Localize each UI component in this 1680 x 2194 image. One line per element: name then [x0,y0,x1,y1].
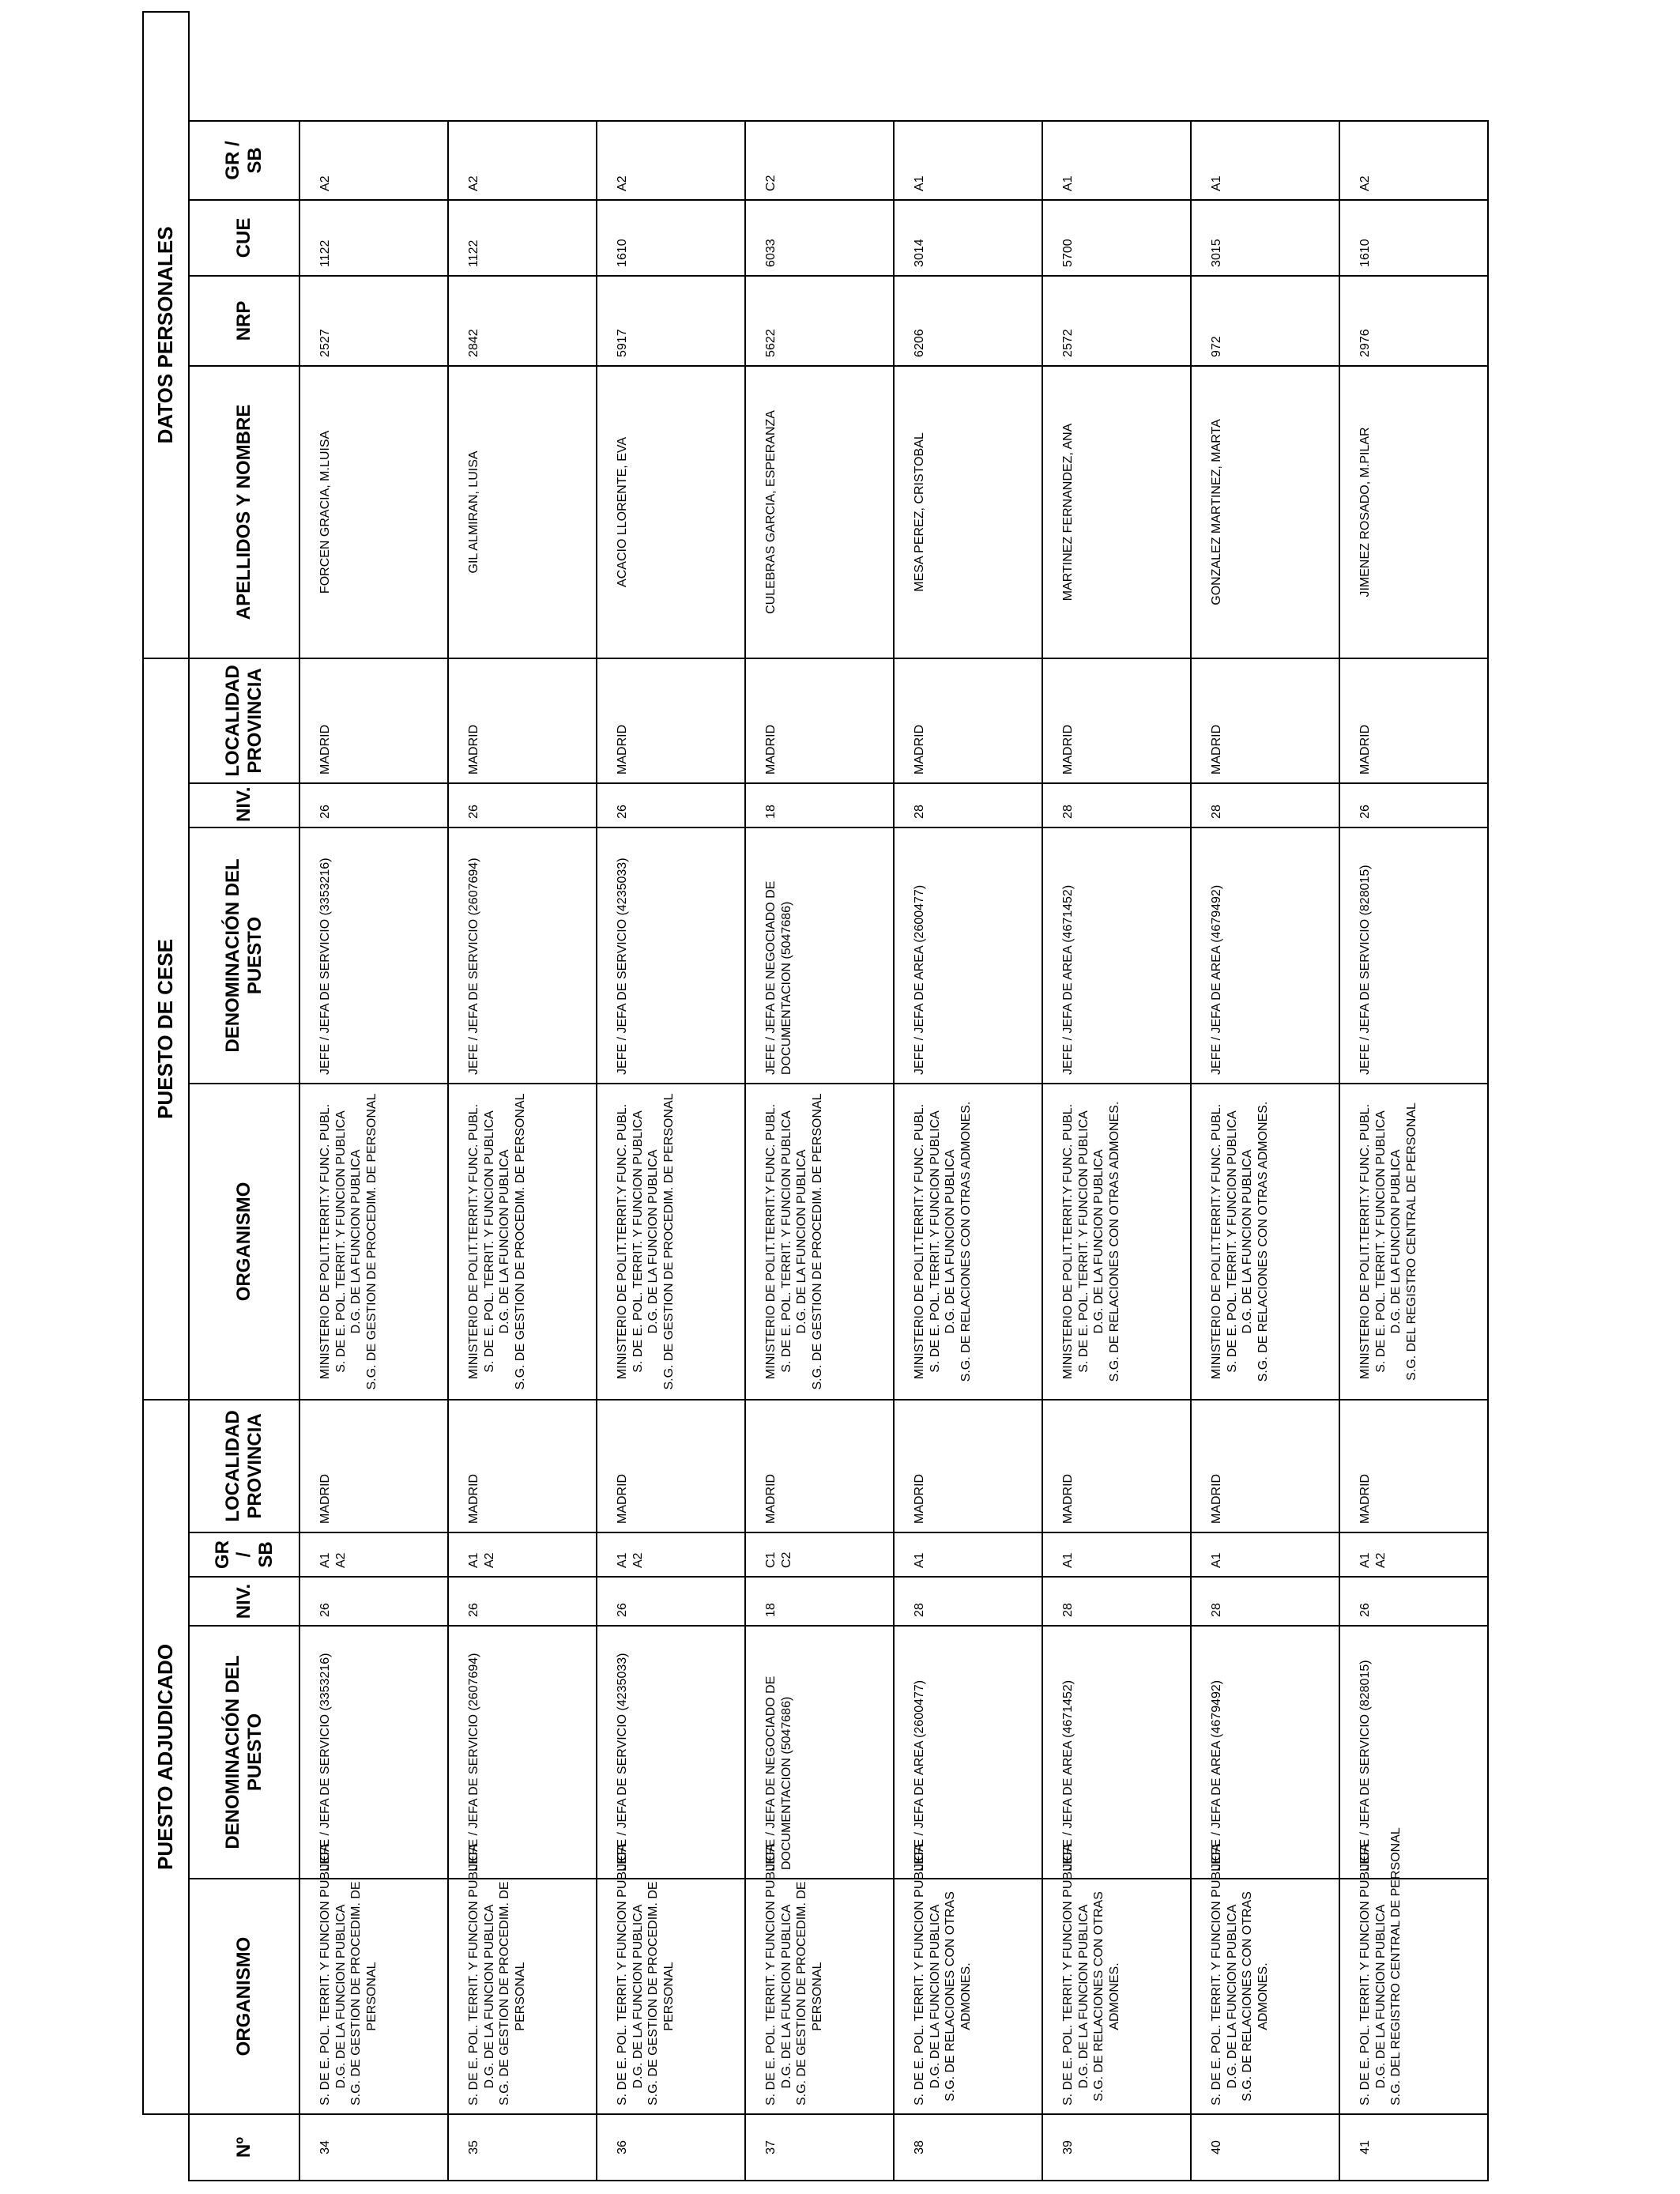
adj-grsb-cell: A1 A2 [1339,1532,1488,1577]
adj-localidad-cell: MADRID [1042,1400,1191,1532]
apellidos-cell: FORCEN GRACIA, M.LUISA [299,366,448,658]
cese-localidad-cell: MADRID [1339,658,1488,783]
cese-organismo-cell [597,1084,745,1400]
cese-localidad-cell: MADRID [299,658,448,783]
nrp-cell: 2842 [448,276,597,366]
nrp-cell: 2527 [299,276,448,366]
adj-organismo-cell [1191,1843,1339,2114]
adj-localidad-cell: MADRID [745,1400,894,1532]
cue-cell: 5700 [1042,200,1191,276]
cue-cell: 3014 [894,200,1042,276]
cese-niv-cell: 28 [1191,783,1339,827]
adj-grsb-cell: A1 A2 [597,1532,745,1577]
adj-denominacion-cell: JEFE / JEFA DE AREA (4671452) [1042,1626,1191,1879]
col-header-denominacion-cese: DENOMINACIÓN DEL PUESTO [189,827,299,1084]
adj-grsb-cell: A1 [894,1532,1042,1577]
cese-organismo-cell [1339,1084,1488,1400]
apellidos-cell: GIL ALMIRAN, LUISA [448,366,597,658]
table-row [299,12,448,2181]
table-row [1042,12,1191,2181]
cese-organismo-cell [299,1084,448,1400]
col-header-cue: CUE [189,200,299,276]
row-number: 39 [1042,2114,1191,2181]
row-number: 36 [597,2114,745,2181]
adj-organismo-cell [299,1843,448,2114]
organismo-line: S. DE E. POL. TERRIT. Y FUNCION PUBLICA [764,1843,778,2105]
organismo-line: D.G. DE LA FUNCION PUBLICA [1389,1149,1403,1334]
personal-grsb-cell: A2 [448,121,597,200]
cese-niv-cell: 26 [448,783,597,827]
adj-organismo-cell [1042,1843,1191,2114]
organismo-line: MINISTERIO DE POLIT.TERRIT.Y FUNC. PUBL. [1210,1103,1223,1380]
col-header-localidad-cese: LOCALIDAD PROVINCIA [189,658,299,783]
personal-grsb-cell: A1 [1191,121,1339,200]
nrp-cell: 5622 [745,276,894,366]
adj-grsb-cell: A1 A2 [448,1532,597,1577]
organismo-line: D.G. DE LA FUNCION PUBLICA [1092,1149,1106,1334]
cese-denominacion-cell: JEFE / JEFA DE AREA (4671452) [1042,827,1191,1084]
organismo-line: MINISTERIO DE POLIT.TERRIT.Y FUNC. PUBL. [1358,1103,1372,1380]
adj-organismo-cell [597,1843,745,2114]
organismo-line: MINISTERIO DE POLIT.TERRIT.Y FUNC. PUBL. [1061,1103,1075,1380]
cese-denominacion-cell: JEFE / JEFA DE NEGOCIADO DE DOCUMENTACION (5047686) [745,827,894,1084]
apellidos-cell: CULEBRAS GARCIA, ESPERANZA [745,366,894,658]
organismo-line: S.G. DE RELACIONES CON OTRAS ADMONES. [959,1101,973,1382]
row-number: 41 [1339,2114,1488,2181]
adj-organismo-cell [894,1843,1042,2114]
adj-localidad-cell: MADRID [1339,1400,1488,1532]
col-header-localidad: LOCALIDAD PROVINCIA [189,1400,299,1532]
adj-denominacion-cell: JEFE / JEFA DE AREA (4679492) [1191,1626,1339,1879]
cese-organismo-cell [1191,1084,1339,1400]
adj-denominacion-cell: JEFE / JEFA DE SERVICIO (828015) [1339,1626,1488,1879]
row-number: 35 [448,2114,597,2181]
adj-localidad-cell: MADRID [1191,1400,1339,1532]
organismo-line: PERSONAL [513,1962,527,2031]
nrp-cell: 5917 [597,276,745,366]
organismo-line: S.G. DE RELACIONES CON OTRAS [1092,1891,1106,2102]
cue-cell: 1122 [448,200,597,276]
adj-niv-cell: 26 [448,1577,597,1626]
organismo-line: D.G. DE LA FUNCION PUBLICA [646,1149,661,1334]
apellidos-cell: MARTINEZ FERNANDEZ, ANA [1042,366,1191,658]
cese-localidad-cell: MADRID [1191,658,1339,783]
organismo-line: D.G. DE LA FUNCION PUBLICA [498,1149,512,1334]
adj-niv-cell: 26 [1339,1577,1488,1626]
cue-cell: 1610 [1339,200,1488,276]
organismo-line: MINISTERIO DE POLIT.TERRIT.Y FUNC. PUBL. [467,1103,480,1380]
adj-grsb-cell: A1 [1191,1532,1339,1577]
personal-grsb-cell: A2 [1339,121,1488,200]
organismo-line: S.G. DE GESTION DE PROCEDIM. DE [498,1881,512,2105]
personal-grsb-cell: A2 [597,121,745,200]
organismo-line: S.G. DE GESTION DE PROCEDIM. DE [349,1881,363,2105]
organismo-line: S. DE E. POL. TERRIT. Y FUNCION PUBLICA [913,1843,926,2105]
cese-niv-cell: 26 [299,783,448,827]
col-header-grsb: GR / SB [189,1532,299,1577]
organismo-line: S.G. DE GESTION DE PROCEDIM. DE PERSONAL [364,1093,379,1390]
table-row [1339,12,1488,2181]
adj-denominacion-cell: JEFE / JEFA DE SERVICIO (3353216) [299,1626,448,1879]
adj-niv-cell: 28 [1191,1577,1339,1626]
organismo-line: S.G. DE GESTION DE PROCEDIM. DE PERSONAL [661,1093,676,1390]
personal-grsb-cell: A2 [299,121,448,200]
adj-localidad-cell: MADRID [894,1400,1042,1532]
adj-grsb-cell: A1 A2 [299,1532,448,1577]
organismo-line: S. DE E. POL. TERRIT. Y FUNCION PUBLICA [482,1110,496,1373]
organismo-line: S. DE E. POL. TERRIT. Y FUNCION PUBLICA [1373,1110,1388,1373]
organismo-line: S. DE E. POL. TERRIT. Y FUNCION PUBLICA [616,1843,629,2105]
cese-denominacion-cell: JEFE / JEFA DE SERVICIO (3353216) [299,827,448,1084]
cue-cell: 6033 [745,200,894,276]
adj-denominacion-cell: JEFE / JEFA DE SERVICIO (2607694) [448,1626,597,1879]
apellidos-cell: JIMENEZ ROSADO, M.PILAR [1339,366,1488,658]
organismo-line: S.G. DEL REGISTRO CENTRAL DE PERSONAL [1389,1827,1403,2105]
cese-niv-cell: 28 [1042,783,1191,827]
adj-niv-cell: 26 [299,1577,448,1626]
organismo-line: S.G. DE GESTION DE PROCEDIM. DE [795,1881,809,2105]
organismo-line: D.G. DE LA FUNCION PUBLICA [1241,1149,1255,1334]
cese-niv-cell: 26 [1339,783,1488,827]
col-header-organismo: ORGANISMO [189,1879,299,2114]
table-row [448,12,597,2181]
organismo-line: MINISTERIO DE POLIT.TERRIT.Y FUNC. PUBL. [764,1103,778,1380]
organismo-line: S. DE E. POL. TERRIT. Y FUNCION PUBLICA [467,1843,480,2105]
adj-localidad-cell: MADRID [597,1400,745,1532]
organismo-line: S. DE E. POL. TERRIT. Y FUNCION PUBLICA [1358,1843,1372,2105]
cese-localidad-cell: MADRID [448,658,597,783]
personal-grsb-cell: A1 [1042,121,1191,200]
organismo-line: S.G. DE RELACIONES CON OTRAS ADMONES. [1107,1101,1121,1382]
organismo-line: S.G. DE RELACIONES CON OTRAS [1241,1891,1255,2102]
nrp-cell: 6206 [894,276,1042,366]
adj-niv-cell: 18 [745,1577,894,1626]
organismo-line: S.G. DE GESTION DE PROCEDIM. DE [646,1881,661,2105]
organismo-line: D.G. DE LA FUNCION PUBLICA [333,1904,348,2089]
table-row [745,12,894,2181]
corner-cell [143,2114,189,2181]
organismo-line: S. DE E. POL. TERRIT. Y FUNCION PUBLICA [928,1110,942,1373]
organismo-line: S. DE E. POL. TERRIT. Y FUNCION PUBLICA [1210,1843,1223,2105]
group-header-datos-personales: DATOS PERSONALES [143,12,189,658]
organismo-line: S.G. DE RELACIONES CON OTRAS [944,1891,958,2102]
table-body [299,12,1488,2181]
adj-niv-cell: 28 [894,1577,1042,1626]
row-number: 38 [894,2114,1042,2181]
personal-grsb-cell: A1 [894,121,1042,200]
adj-denominacion-cell: JEFE / JEFA DE AREA (2600477) [894,1626,1042,1879]
cese-organismo-cell [745,1084,894,1400]
row-number: 37 [745,2114,894,2181]
organismo-line: MINISTERIO DE POLIT.TERRIT.Y FUNC. PUBL. [318,1103,332,1380]
organismo-line: S. DE E. POL. TERRIT. Y FUNCION PUBLICA [631,1110,645,1373]
organismo-line: D.G. DE LA FUNCION PUBLICA [482,1904,496,2089]
organismo-line: D.G. DE LA FUNCION PUBLICA [928,1904,942,2089]
col-header-organismo-cese: ORGANISMO [189,1084,299,1400]
col-header-grsb-personal: GR / SB [189,121,299,200]
adj-grsb-cell: A1 [1042,1532,1191,1577]
organismo-line: D.G. DE LA FUNCION PUBLICA [1076,1904,1090,2089]
cue-cell: 1610 [597,200,745,276]
table-row [894,12,1042,2181]
cese-organismo-cell [448,1084,597,1400]
organismo-line: S.G. DE GESTION DE PROCEDIM. DE PERSONAL [810,1093,824,1390]
cese-niv-cell: 28 [894,783,1042,827]
col-header-denominacion: DENOMINACIÓN DEL PUESTO [189,1626,299,1879]
organismo-line: MINISTERIO DE POLIT.TERRIT.Y FUNC. PUBL. [913,1103,926,1380]
cese-localidad-cell: MADRID [894,658,1042,783]
row-number: 40 [1191,2114,1339,2181]
col-header-apellidos: APELLIDOS Y NOMBRE [189,366,299,658]
organismo-line: S. DE E. POL. TERRIT. Y FUNCION PUBLICA [1076,1110,1090,1373]
organismo-line: PERSONAL [364,1962,379,2031]
organismo-line: S.G. DE RELACIONES CON OTRAS ADMONES. [1256,1101,1270,1382]
organismo-line: S. DE E. POL. TERRIT. Y FUNCION PUBLICA [318,1843,332,2105]
row-number: 34 [299,2114,448,2181]
cese-denominacion-cell: JEFE / JEFA DE SERVICIO (4235033) [597,827,745,1084]
adj-organismo-cell [448,1843,597,2114]
group-header-cese: PUESTO DE CESE [143,658,189,1400]
col-header-nrp: NRP [189,276,299,366]
organismo-line: D.G. DE LA FUNCION PUBLICA [631,1904,645,2089]
organismo-line: D.G. DE LA FUNCION PUBLICA [1373,1904,1388,2089]
organismo-line: D.G. DE LA FUNCION PUBLICA [349,1149,363,1334]
adj-grsb-cell: C1 C2 [745,1532,894,1577]
adj-niv-cell: 28 [1042,1577,1191,1626]
organismo-line: ADMONES. [1256,1962,1270,2030]
cese-denominacion-cell: JEFE / JEFA DE AREA (4679492) [1191,827,1339,1084]
organismo-line: PERSONAL [661,1962,676,2031]
organismo-line: ADMONES. [959,1962,973,2030]
adj-organismo-cell [1339,1827,1488,2114]
adj-localidad-cell: MADRID [299,1400,448,1532]
cese-niv-cell: 18 [745,783,894,827]
table-row [1191,12,1339,2181]
adj-niv-cell: 26 [597,1577,745,1626]
organismo-line: D.G. DE LA FUNCION PUBLICA [1225,1904,1239,2089]
col-header-niv-cese: NIV. [189,783,299,827]
organismo-line: MINISTERIO DE POLIT.TERRIT.Y FUNC. PUBL. [616,1103,629,1380]
cese-denominacion-cell: JEFE / JEFA DE AREA (2600477) [894,827,1042,1084]
cese-denominacion-cell: JEFE / JEFA DE SERVICIO (2607694) [448,827,597,1084]
cese-localidad-cell: MADRID [745,658,894,783]
resolution-table [142,11,1489,2181]
adj-denominacion-cell: JEFE / JEFA DE NEGOCIADO DE DOCUMENTACION (5047686) [745,1626,894,1879]
adj-localidad-cell: MADRID [448,1400,597,1532]
table-row [597,12,745,2181]
cese-niv-cell: 26 [597,783,745,827]
organismo-line: S. DE E. POL. TERRIT. Y FUNCION PUBLICA [333,1110,348,1373]
apellidos-cell: ACACIO LLORENTE, EVA [597,366,745,658]
col-header-niv: NIV. [189,1577,299,1626]
cese-denominacion-cell: JEFE / JEFA DE SERVICIO (828015) [1339,827,1488,1084]
organismo-line: S.G. DE GESTION DE PROCEDIM. DE PERSONAL [513,1093,527,1390]
organismo-line: PERSONAL [810,1962,824,2031]
nrp-cell: 2976 [1339,276,1488,366]
cese-organismo-cell [1042,1084,1191,1400]
cese-localidad-cell: MADRID [1042,658,1191,783]
organismo-line: D.G. DE LA FUNCION PUBLICA [779,1904,793,2089]
nrp-cell: 2572 [1042,276,1191,366]
organismo-line: D.G. DE LA FUNCION PUBLICA [795,1149,809,1334]
nrp-cell: 972 [1191,276,1339,366]
personal-grsb-cell: C2 [745,121,894,200]
organismo-line: S. DE E. POL. TERRIT. Y FUNCION PUBLICA [1061,1843,1075,2105]
organismo-line: S. DE E. POL. TERRIT. Y FUNCION PUBLICA [1225,1110,1239,1373]
organismo-line: D.G. DE LA FUNCION PUBLICA [944,1149,958,1334]
col-header-no: Nº [189,2114,299,2181]
adj-organismo-cell [745,1843,894,2114]
adj-denominacion-cell: JEFE / JEFA DE SERVICIO (4235033) [597,1626,745,1879]
organismo-line: S. DE E. POL. TERRIT. Y FUNCION PUBLICA [779,1110,793,1373]
cue-cell: 1122 [299,200,448,276]
organismo-line: S.G. DEL REGISTRO CENTRAL DE PERSONAL [1404,1103,1418,1381]
cue-cell: 3015 [1191,200,1339,276]
organismo-line: ADMONES. [1107,1962,1121,2030]
apellidos-cell: MESA PEREZ, CRISTOBAL [894,366,1042,658]
apellidos-cell: GONZALEZ MARTINEZ, MARTA [1191,366,1339,658]
cese-organismo-cell [894,1084,1042,1400]
cese-localidad-cell: MADRID [597,658,745,783]
group-header-adjudicado: PUESTO ADJUDICADO [143,1400,189,2114]
